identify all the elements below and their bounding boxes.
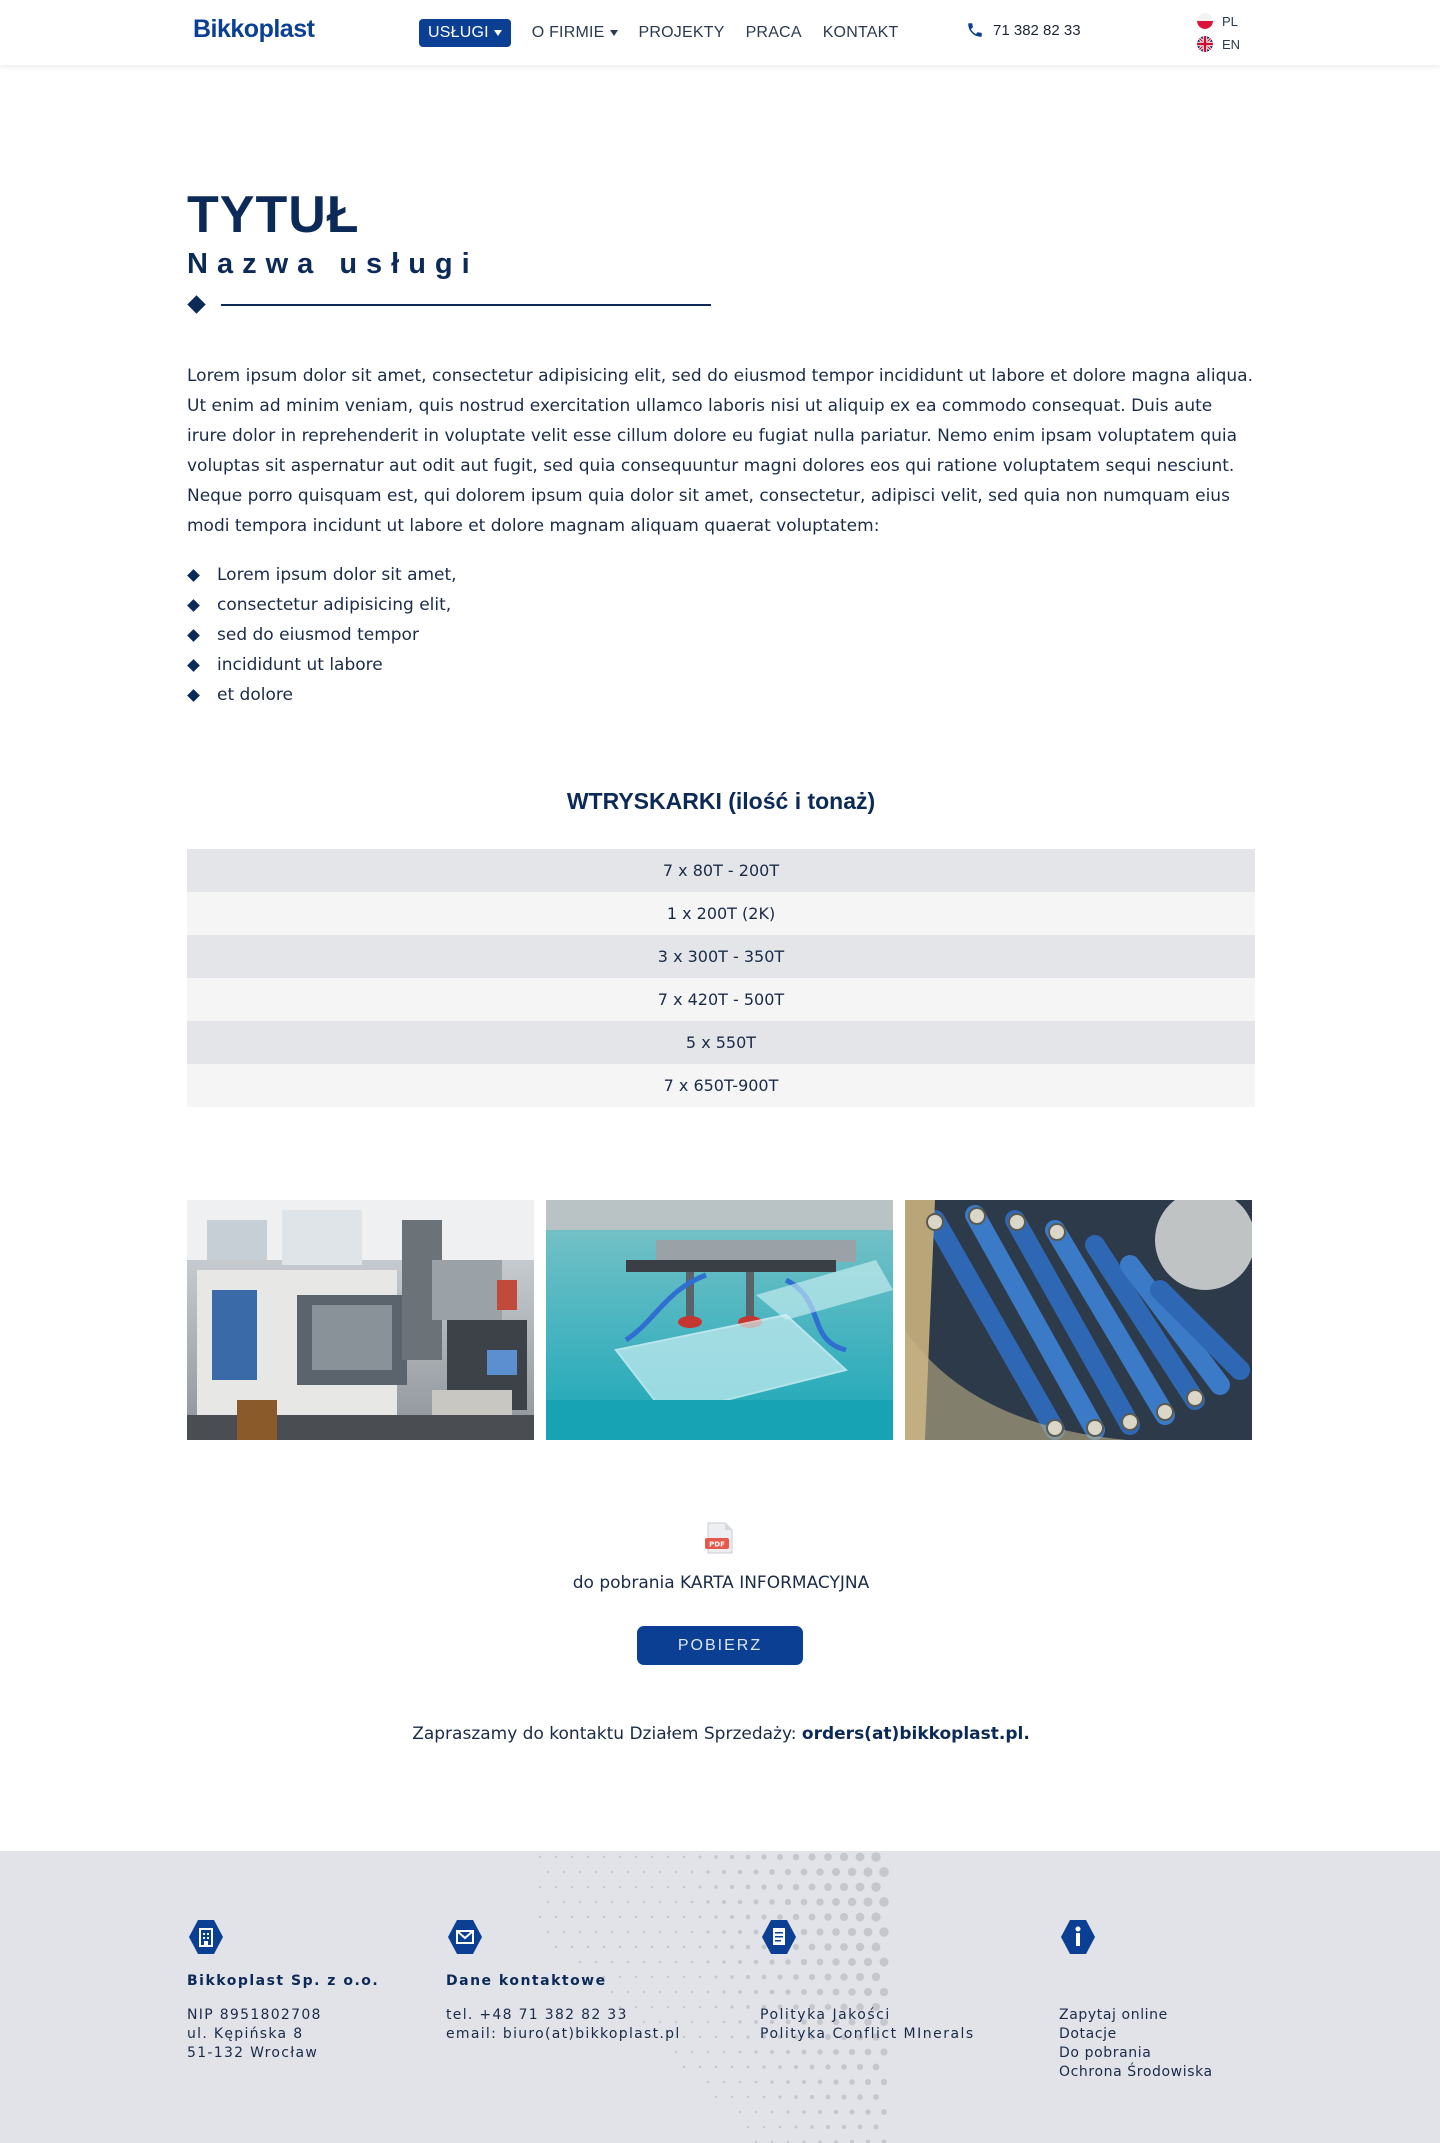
footer-dot (730, 1945, 734, 1949)
footer-dot (841, 2064, 847, 2070)
table-row: 1 x 200T (2K) (187, 892, 1255, 935)
footer-dot (715, 2036, 717, 2038)
footer-dot (832, 1868, 840, 1876)
footer-spacer (760, 1973, 975, 2006)
document-icon (760, 1918, 798, 1956)
nav-item-praca[interactable] (746, 19, 802, 47)
footer-company-heading: Bikkoplast Sp. z o.o. (187, 1973, 380, 1989)
footer-dot (683, 1886, 685, 1888)
footer-dot (675, 2051, 677, 2053)
machines-table-title: WTRYSKARKI (ilość i tonaż) (566, 788, 876, 814)
footer-dot (755, 2081, 758, 2084)
footer-dot (683, 1946, 685, 1948)
phone-link[interactable] (966, 21, 1081, 39)
footer-dot (881, 2079, 888, 2086)
footer-dot (707, 2021, 709, 2023)
phone-icon (966, 21, 984, 39)
footer-dot (826, 2095, 831, 2100)
footer-dot (707, 1961, 710, 1964)
footer-dot (738, 1930, 742, 1934)
footer-dot (555, 1886, 557, 1888)
title-divider (221, 304, 711, 306)
footer-dot (793, 1884, 800, 1891)
intro-paragraph: Lorem ipsum dolor sit amet, consectetur adipisicing elit, sed do eiusmod tempor incididunt ut labore et dolore magna aliqua. Ut enim ad minim veniam, quis nostrud exercitation ullamco laboris nisi ut aliquip ex ea commodo consequat. Duis aute irure dolor in reprehenderit in voluptate velit esse cillum dolore eu fugiat nulla pariatur. Nemo enim ipsam voluptatem quia voluptas sit aspernatur aut odit aut fugit, sed quia consequuntur magni dolores eos qui ratione voluptatem sequi nesciunt. Neque porro quisquam est, qui dolorem ipsum quia dolor sit amet, consectetur, adipisci velit, sed quia non numquam eius modi tempora incidunt ut labore et dolore magnam aliquam quaerat voluptatem: (187, 366, 1254, 536)
footer-dot (786, 2110, 789, 2113)
footer-contact (446, 1918, 681, 2044)
poland-flag-icon (1197, 13, 1213, 29)
footer-dot (761, 1884, 766, 1889)
footer-dot (865, 2049, 872, 2056)
footer-dot (667, 1856, 669, 1858)
footer-dot (754, 1930, 759, 1935)
footer-dot (738, 1900, 742, 1904)
footer-dot (722, 1990, 725, 1993)
footer-dot (723, 2021, 726, 2024)
footer-dot (794, 2125, 797, 2128)
footer-dot (714, 1975, 717, 1978)
footer-dot (786, 2080, 790, 2084)
footer-dot (802, 2050, 807, 2055)
footer-dot (691, 1901, 694, 1904)
footer-dot (832, 1898, 840, 1906)
pdf-badge: PDF (709, 1540, 725, 1549)
footer-dot (739, 2111, 741, 2113)
footer-dot (731, 2066, 733, 2068)
list-item-text: sed do eiusmod tempor (217, 625, 419, 645)
uk-flag-icon (1197, 36, 1213, 52)
footer-dot (619, 1886, 621, 1888)
footer-dot (738, 1870, 743, 1875)
footer-dot (603, 1856, 605, 1858)
footer-dot (856, 1853, 865, 1862)
footer-dot (715, 2006, 718, 2009)
nav-item-kontakt[interactable] (823, 19, 899, 47)
nav-item-label: O FIRMIE (531, 24, 605, 41)
footer-dot (571, 1856, 573, 1858)
footer-dot (770, 2050, 774, 2054)
footer-dot (801, 1899, 808, 1906)
download-button[interactable]: POBIERZ (637, 1626, 803, 1665)
footer-dot (817, 2049, 822, 2054)
footer-dot (824, 1853, 832, 1861)
footer-dot (848, 1868, 857, 1877)
list-item-text: Lorem ipsum dolor sit amet, (217, 565, 457, 585)
footer-dot (595, 1871, 597, 1873)
footer-dot (841, 2094, 846, 2099)
footer-dot (762, 2065, 765, 2068)
footer-dot (587, 1856, 589, 1858)
footer-dot (802, 2080, 806, 2084)
footer-dot (754, 2020, 758, 2024)
footer-dot (691, 1931, 694, 1934)
footer-dot (707, 2081, 709, 2083)
lang-pl[interactable] (1197, 13, 1238, 29)
footer-dot (881, 2109, 887, 2115)
footer-dot (683, 2066, 685, 2068)
footer-dot (785, 1869, 791, 1875)
footer-street: ul. Kępińska 8 (187, 2026, 304, 2042)
footer-dot (715, 2066, 717, 2068)
nav-item-o-firmie[interactable] (532, 19, 618, 47)
footer-dot (730, 2005, 733, 2008)
footer-policies (760, 1918, 975, 2044)
footer-dot (739, 2051, 742, 2054)
footer-dot (699, 1976, 702, 1979)
nav-item-label: USŁUGI (428, 24, 489, 41)
footer-dot (635, 1856, 637, 1858)
footer-dot (786, 2050, 790, 2054)
footer-dot (563, 1871, 565, 1873)
footer-dot (810, 2065, 815, 2070)
footer-dot (747, 2126, 749, 2128)
download-description: do pobrania KARTA INFORMACYJNA (572, 1573, 870, 1593)
footer-dot (746, 1915, 751, 1920)
footer-dot (635, 1886, 637, 1888)
footer-dot (731, 2036, 734, 2039)
footer-nip: NIP 8951802708 (187, 2007, 322, 2023)
footer-dot (707, 2051, 709, 2053)
footer-dot (863, 1897, 872, 1906)
footer-link-grants[interactable]: Dotacje (1059, 2026, 1117, 2042)
list-item (187, 650, 457, 680)
table-row: 7 x 420T - 500T (187, 978, 1255, 1021)
footer-dot (730, 1855, 734, 1859)
footer-dot (738, 2020, 741, 2023)
footer-dot (571, 1886, 573, 1888)
footer-dot (714, 1945, 717, 1948)
footer-dot (699, 2036, 701, 2038)
footer-dot (825, 2064, 830, 2069)
lang-label: EN (1222, 36, 1241, 52)
sales-email-link[interactable]: orders(at)bikkoplast.pl. (801, 1724, 1030, 1744)
footer-dot (873, 2124, 878, 2129)
footer-dot (691, 2051, 693, 2053)
footer-dot (579, 1901, 581, 1903)
footer-dot (715, 2096, 717, 2098)
footer-dot (842, 2125, 846, 2129)
footer-dot (651, 1856, 653, 1858)
diamond-bullet-icon (187, 659, 200, 672)
footer-company (187, 1918, 379, 2063)
footer-dot (865, 2079, 871, 2085)
footer-dot (683, 2036, 685, 2038)
footer-dot (691, 2021, 693, 2023)
footer-dot (675, 1901, 677, 1903)
footer-dot (879, 1897, 889, 1907)
footer-dot (730, 1915, 734, 1919)
footer-dot (603, 1886, 605, 1888)
list-item (187, 560, 457, 590)
footer-dot (840, 1853, 848, 1861)
diamond-bullet-icon (187, 689, 200, 702)
bikkoplast-logo[interactable]: Bikkoplast (193, 15, 315, 43)
footer-dot (793, 1854, 800, 1861)
footer-dot (834, 2110, 838, 2114)
divider-diamond-icon (187, 295, 205, 313)
list-item (187, 590, 457, 620)
footer-dot (699, 2066, 701, 2068)
footer-dot (863, 1867, 872, 1876)
footer-dot (747, 2096, 749, 2098)
footer-link-ask-online[interactable]: Zapytaj online (1059, 2007, 1168, 2023)
nav-item-label: PRACA (745, 24, 802, 41)
footer-dot (706, 1900, 709, 1903)
photo-injection-machine[interactable] (187, 1200, 534, 1440)
footer-dot (547, 1901, 549, 1903)
phone-number: 71 382 82 33 (993, 21, 1081, 39)
footer-dot (738, 1990, 742, 1994)
footer-dot (722, 1900, 726, 1904)
footer-dot (771, 2111, 774, 2114)
footer-dot (879, 1867, 889, 1877)
footer-dot (714, 1855, 718, 1859)
footer-dot (730, 1885, 734, 1889)
footer-dot (659, 1901, 661, 1903)
footer-dot (770, 2080, 773, 2083)
footer-dot (754, 1990, 758, 1994)
diamond-bullet-icon (187, 629, 200, 642)
footer-phone[interactable]: tel. +48 71 382 82 33 (446, 2007, 628, 2023)
footer-dot (777, 1854, 783, 1860)
footer-dot (769, 1899, 775, 1905)
footer-dot (619, 1856, 621, 1858)
footer-dot (691, 1991, 693, 1993)
footer-dot (738, 1960, 742, 1964)
footer-dot (873, 2094, 879, 2100)
footer-dot (858, 2125, 863, 2130)
diamond-bullet-icon (187, 569, 200, 582)
site-footer (0, 1851, 1440, 2143)
list-item-text: incididunt ut labore (217, 655, 383, 675)
list-item (187, 680, 457, 710)
nav-item-uslugi[interactable] (419, 19, 511, 47)
footer-dot (849, 2049, 855, 2055)
footer-dot (785, 1899, 791, 1905)
footer-dot (857, 2064, 863, 2070)
footer-dot (871, 1852, 880, 1861)
footer-dot (723, 2051, 725, 2053)
footer-dot (833, 2049, 839, 2055)
footer-dot (754, 1960, 759, 1965)
footer-dot (753, 1899, 758, 1904)
table-row: 7 x 650T-900T (187, 1064, 1255, 1107)
list-item (187, 620, 457, 650)
page-title: TYTUŁ (187, 186, 360, 244)
footer-dot (706, 1930, 709, 1933)
footer-dot (778, 2095, 781, 2098)
footer-dot (763, 2096, 766, 2099)
footer-dot (611, 1871, 613, 1873)
footer-dot (857, 2094, 862, 2099)
footer-dot (826, 2125, 830, 2129)
footer-dot (746, 1945, 750, 1949)
footer-dot (802, 2110, 806, 2114)
footer-dot (643, 1901, 645, 1903)
main-nav (419, 19, 919, 47)
footer-dot (722, 1960, 725, 1963)
building-icon (187, 1918, 225, 1956)
footer-dot (699, 1946, 702, 1949)
footer-dot (778, 2065, 782, 2069)
footer-dot (840, 1883, 848, 1891)
footer-dot (761, 1854, 766, 1859)
footer-dot (755, 2111, 757, 2113)
footer-dot (611, 1901, 613, 1903)
footer-dot (731, 2096, 733, 2098)
footer-dot (547, 1871, 549, 1873)
footer-dot (539, 1886, 541, 1888)
footer-dot (873, 2064, 880, 2071)
footer-dot (871, 1882, 880, 1891)
footer-dot (730, 1975, 734, 1979)
footer-link-conflict-minerals[interactable]: Polityka Conflict MInerals (760, 2026, 975, 2042)
footer-dot (722, 1870, 726, 1874)
diamond-bullet-icon (187, 599, 200, 612)
footer-dot (746, 1975, 750, 1979)
footer-dot (698, 1855, 701, 1858)
footer-dot (808, 1853, 815, 1860)
footer-link-downloads[interactable]: Do pobrania (1059, 2045, 1152, 2061)
sales-contact-line (187, 1724, 1255, 1744)
footer-dot (683, 2006, 685, 2008)
footer-dot (555, 1856, 557, 1858)
envelope-icon (446, 1918, 484, 1956)
footer-link-quality-policy[interactable]: Polityka Jakości (760, 2007, 891, 2023)
footer-dot (643, 1871, 645, 1873)
footer-link-environment[interactable]: Ochrona Środowiska (1059, 2064, 1213, 2080)
footer-dot (722, 1930, 726, 1934)
footer-dot (818, 2080, 823, 2085)
nav-item-label: KONTAKT (822, 24, 899, 41)
footer-dot (849, 2079, 855, 2085)
footer-dot (833, 2079, 838, 2084)
footer-dot (794, 2095, 798, 2099)
footer-dot (818, 2110, 822, 2114)
list-item-text: et dolore (217, 685, 293, 705)
footer-dot (659, 1871, 661, 1873)
caret-down-icon (610, 30, 618, 36)
footer-dot (691, 1871, 694, 1874)
footer-dot (579, 1871, 581, 1873)
machines-table (187, 849, 1255, 1107)
footer-dot (848, 1898, 857, 1907)
footer-city: 51-132 Wrocław (187, 2045, 319, 2061)
footer-dot (816, 1868, 823, 1875)
table-row: 5 x 550T (187, 1021, 1255, 1064)
footer-dot (808, 1883, 815, 1890)
footer-dot (794, 2065, 798, 2069)
footer-dot (746, 2035, 749, 2038)
footer-dot (707, 1991, 710, 1994)
footer-dot (698, 1885, 701, 1888)
footer-dot (810, 2095, 814, 2099)
footer-dot (769, 1869, 775, 1875)
caret-down-icon (494, 30, 502, 36)
footer-dot (747, 2066, 750, 2069)
photo-vacuum-gripper[interactable] (546, 1200, 893, 1440)
footer-dot (763, 2126, 765, 2128)
nav-item-projekty[interactable] (639, 19, 725, 47)
list-item-text: consectetur adipisicing elit, (217, 595, 452, 615)
footer-dot (723, 2081, 725, 2083)
footer-dot (651, 1886, 653, 1888)
footer-dot (801, 1869, 808, 1876)
footer-dot (824, 1883, 832, 1891)
sales-contact-text: Zapraszamy do kontaktu Działem Sprzedaży: (412, 1724, 802, 1744)
footer-email[interactable]: email: biuro(at)bikkoplast.pl (446, 2026, 681, 2042)
feature-list (187, 560, 457, 710)
footer-dot (882, 2140, 887, 2143)
footer-dot (856, 1883, 865, 1892)
footer-dot (587, 1886, 589, 1888)
lang-label: PL (1222, 13, 1238, 29)
site-header (0, 0, 1440, 65)
page-subtitle: Nazwa usługi (187, 248, 479, 280)
lang-en[interactable] (1197, 36, 1240, 52)
footer-dot (683, 1856, 686, 1859)
footer-dot (779, 2126, 782, 2129)
footer-dot (746, 2005, 750, 2009)
footer-dot (563, 1901, 565, 1903)
footer-dot (714, 1915, 718, 1919)
footer-contact-heading: Dane kontaktowe (446, 1973, 607, 1989)
footer-dot (753, 1869, 758, 1874)
footer-dot (754, 2050, 757, 2053)
footer-dot (699, 2006, 701, 2008)
footer-dot (739, 2081, 741, 2083)
footer-dot (699, 1916, 702, 1919)
footer-dot (675, 1871, 677, 1873)
footer-dot (810, 2125, 813, 2128)
footer-dot (714, 1885, 718, 1889)
footer-spacer (1059, 1973, 1213, 2006)
footer-dot (706, 1870, 709, 1873)
footer-dot (865, 2109, 870, 2114)
footer-dot (880, 2048, 887, 2055)
footer-dot (539, 1856, 541, 1858)
footer-dot (627, 1901, 629, 1903)
footer-dot (683, 1976, 685, 1978)
table-row: 7 x 80T - 200T (187, 849, 1255, 892)
footer-dot (746, 1885, 751, 1890)
footer-dot (816, 1898, 823, 1905)
footer-info (1059, 1918, 1213, 2082)
footer-dot (595, 1901, 597, 1903)
footer-dot (746, 1855, 751, 1860)
pdf-file-icon (703, 1521, 737, 1559)
footer-dot (683, 1916, 685, 1918)
nav-item-label: PROJEKTY (638, 24, 725, 41)
photo-roller-conveyor[interactable] (905, 1200, 1252, 1440)
info-icon (1059, 1918, 1097, 1956)
table-row: 3 x 300T - 350T (187, 935, 1255, 978)
footer-dot (691, 1961, 693, 1963)
footer-dot (667, 1886, 669, 1888)
footer-dot (777, 1884, 783, 1890)
footer-dot (627, 1871, 629, 1873)
footer-dot (850, 2110, 855, 2115)
